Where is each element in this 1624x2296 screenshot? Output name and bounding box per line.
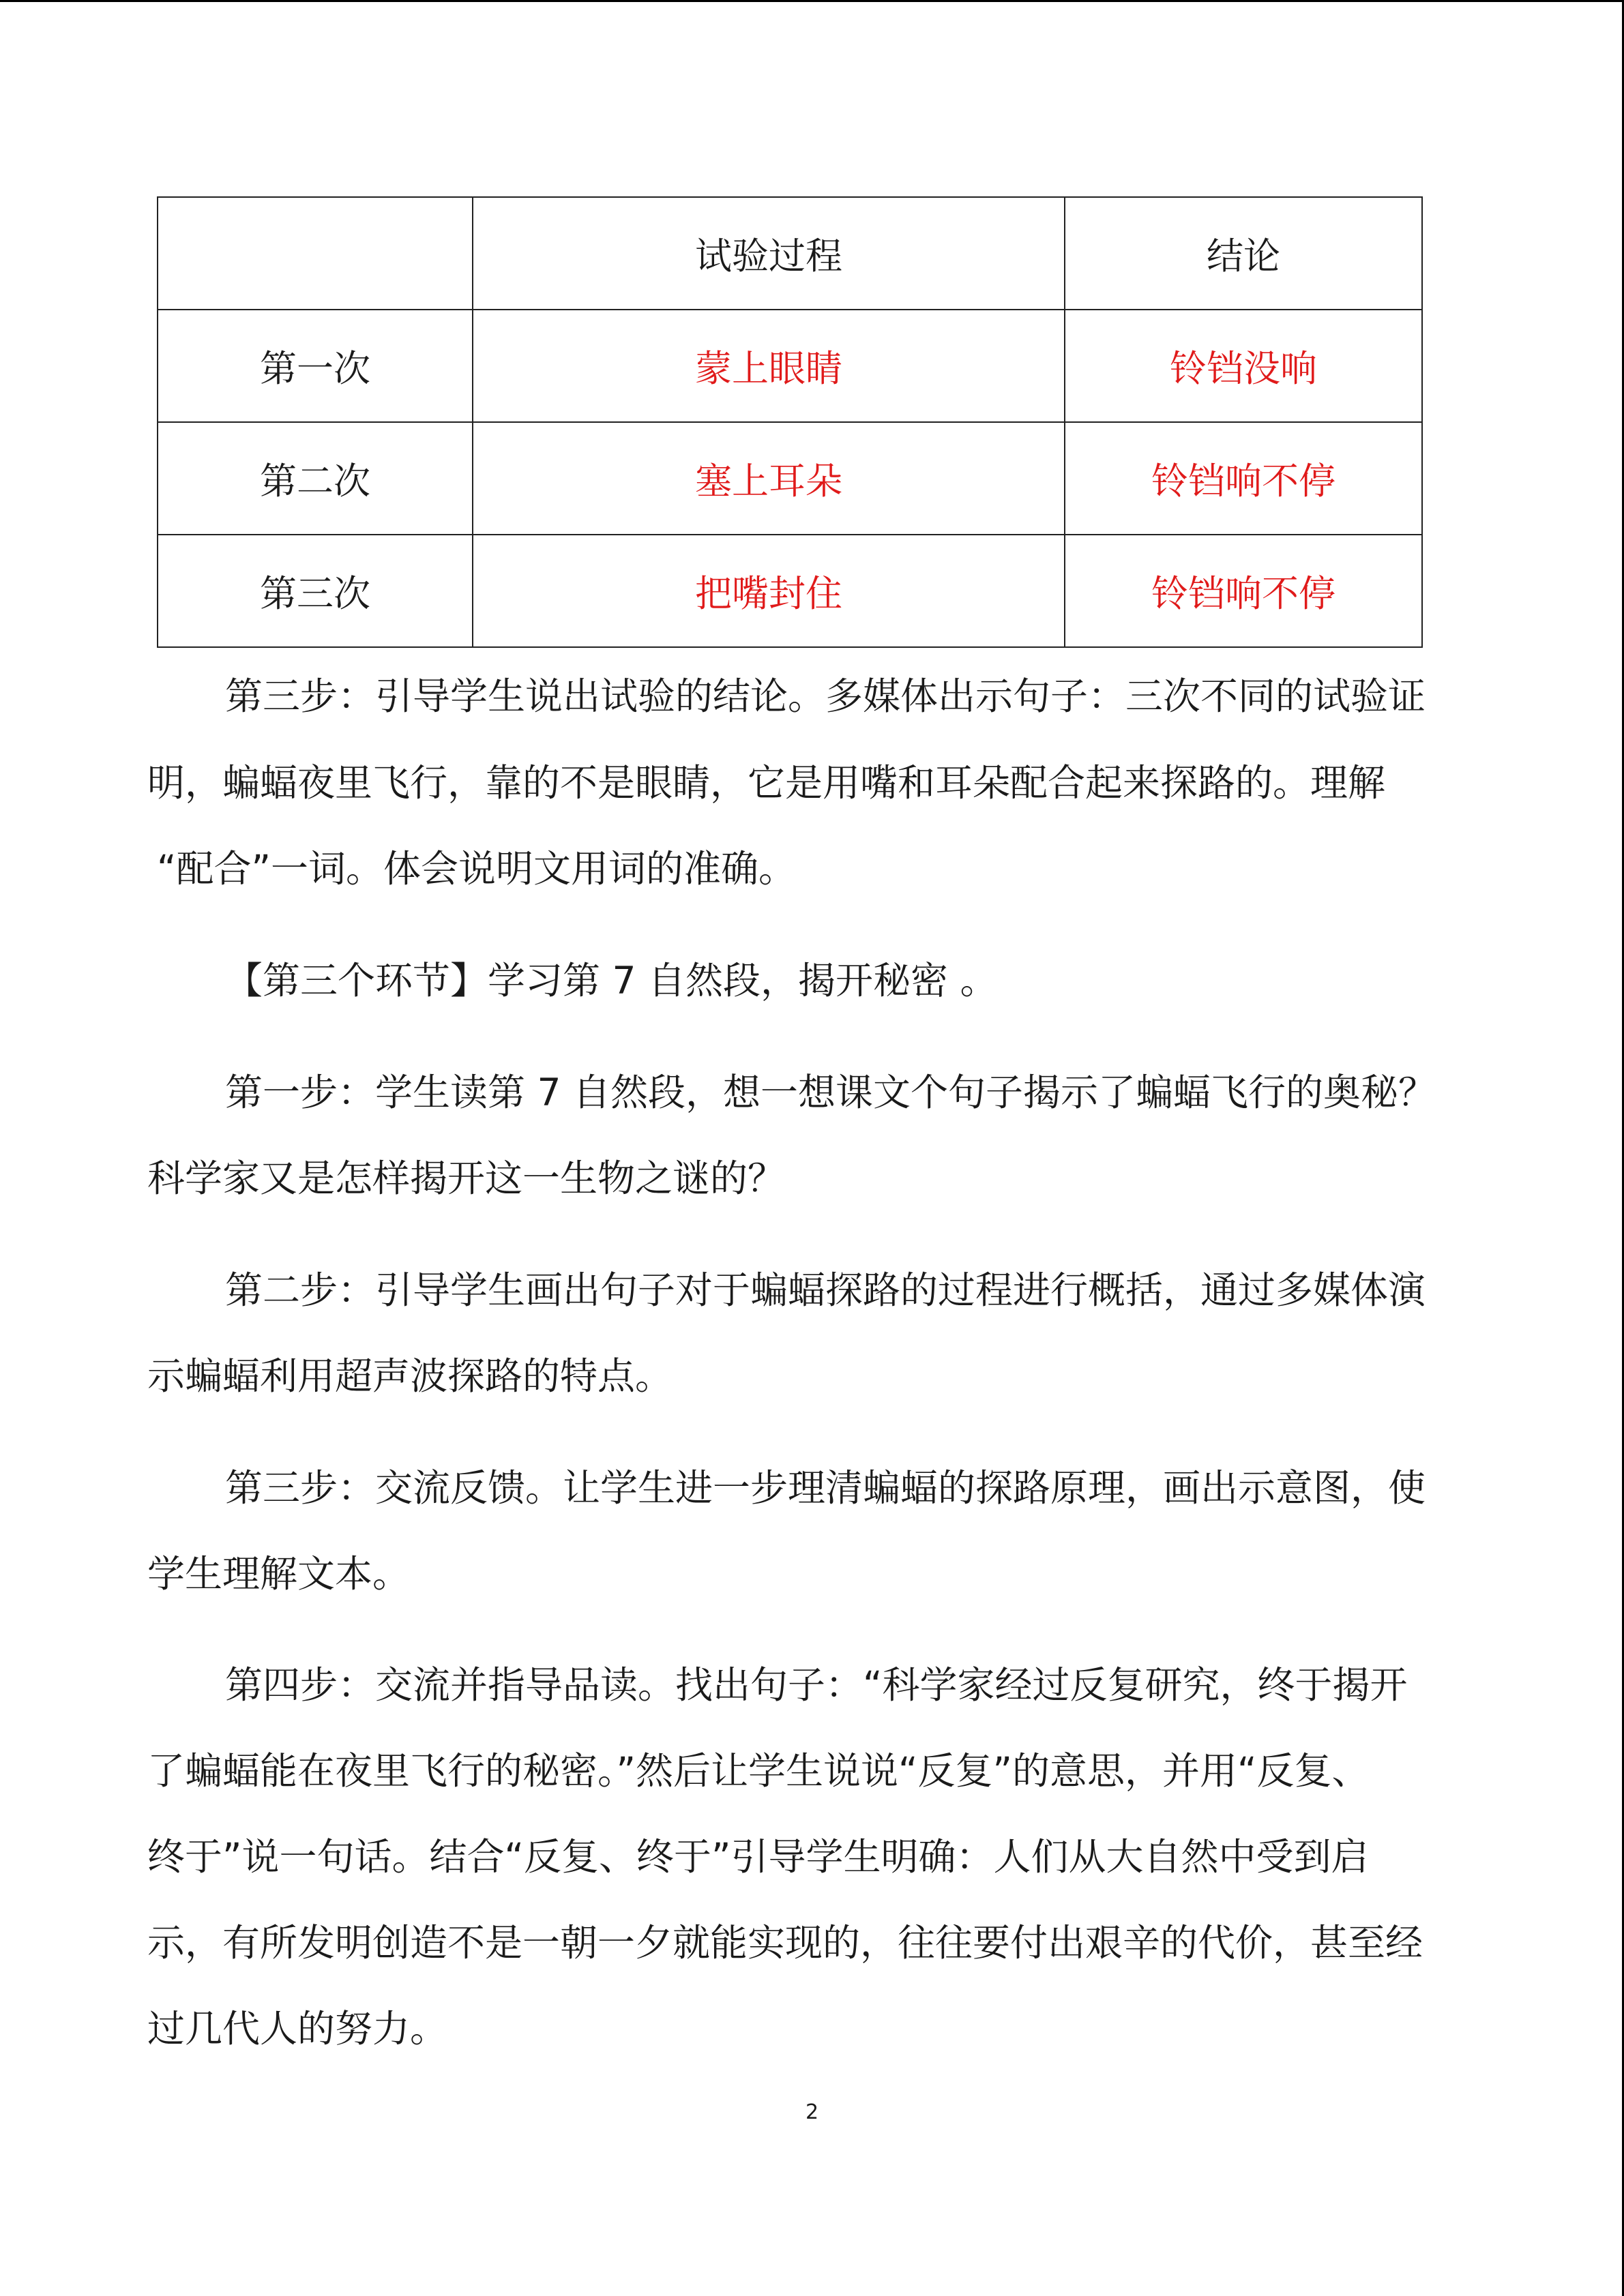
paragraph-line: 科学家又是怎样揭开这一生物之谜的？ — [147, 1157, 786, 1200]
table-row — [158, 422, 1422, 535]
row-conclusion: 铃铛响不停 — [1065, 535, 1422, 647]
paragraph-line: 第三步：引导学生说出试验的结论。多媒体出示句子：三次不同的试验证 — [225, 674, 1426, 718]
row-process: 塞上耳朵 — [473, 422, 1065, 535]
paragraph-line: 了蝙蝠能在夜里飞行的秘密。”然后让学生说说“反复”的意思，并用“反复、 — [147, 1749, 1370, 1793]
page-border-top — [0, 0, 1624, 2]
row-label: 第三次 — [158, 535, 473, 647]
table-header-row — [158, 197, 1422, 310]
paragraph-line: 终于”说一句话。结合“反复、终于”引导学生明确：人们从大自然中受到启 — [147, 1835, 1369, 1879]
paragraph-line: 过几代人的努力。 — [147, 2007, 448, 2051]
paragraph-line: 第一步：学生读第 7 自然段，想一想课文个句子揭示了蝙蝠飞行的奥秘？ — [225, 1071, 1436, 1114]
table-header-process: 试验过程 — [473, 197, 1065, 310]
paragraph-line: 明，蝙蝠夜里飞行，靠的不是眼睛，它是用嘴和耳朵配合起来探路的。理解 — [147, 761, 1386, 805]
table-header-conclusion: 结论 — [1065, 197, 1422, 310]
experiment-table — [157, 196, 1423, 648]
paragraph-line: 第三步：交流反馈。让学生进一步理清蝙蝠的探路原理，画出示意图，使 — [225, 1466, 1426, 1510]
paragraph-line: 学生理解文本。 — [147, 1552, 411, 1596]
paragraph-line: 示蝙蝠利用超声波探路的特点。 — [147, 1354, 673, 1398]
row-label: 第一次 — [158, 310, 473, 422]
paragraph-line: 第二步：引导学生画出句子对于蝙蝠探路的过程进行概括，通过多媒体演 — [225, 1268, 1426, 1312]
row-process: 蒙上眼睛 — [473, 310, 1065, 422]
table-row — [158, 310, 1422, 422]
page-number: 2 — [805, 2100, 819, 2124]
paragraph-line: 示，有所发明创造不是一朝一夕就能实现的，往往要付出艰辛的代价，甚至经 — [147, 1921, 1423, 1965]
paragraph-line: 第四步：交流并指导品读。找出句子：“科学家经过反复研究，终于揭开 — [225, 1663, 1408, 1707]
row-conclusion: 铃铛没响 — [1065, 310, 1422, 422]
paragraph-line: “配合”一词。体会说明文用词的准确。 — [157, 847, 796, 891]
table-row — [158, 535, 1422, 647]
row-conclusion: 铃铛响不停 — [1065, 422, 1422, 535]
table-header-empty — [158, 197, 473, 310]
section-heading: 【第三个环节】学习第 7 自然段，揭开秘密 。 — [225, 959, 998, 1002]
row-process: 把嘴封住 — [473, 535, 1065, 647]
row-label: 第二次 — [158, 422, 473, 535]
